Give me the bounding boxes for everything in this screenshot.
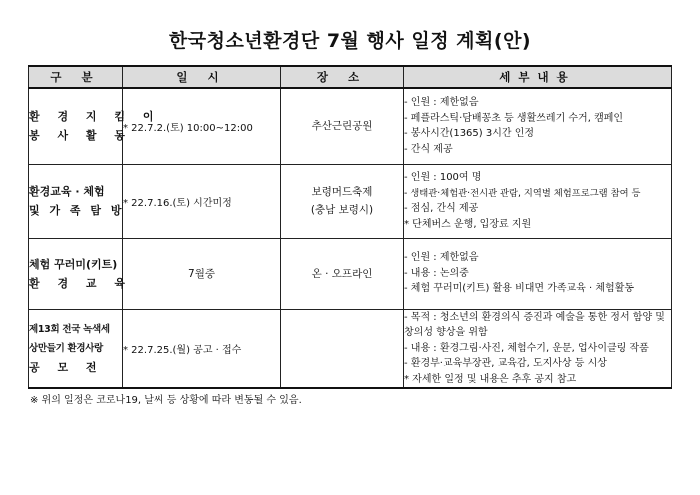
row-place (281, 309, 404, 388)
table-row (29, 88, 672, 164)
document-title: 한국청소년환경단 7월 행사 일정 계획(안) (168, 30, 532, 52)
row-details: - 목적 : 청소년의 환경의식 증진과 예술을 통한 정서 함양 및 창의성 향상을 위함 - 내용 : 환경그림·사진, 체험수기, 운문, 업사이클링 작품 - 환경부·교육부장관, 교육감, 도지사상 등 시상 * 자세한 일정 및 내용은 추후 공지 참고 (404, 309, 672, 388)
row-details: - 인원 : 제한없음 - 페플라스틱·담배꽁초 등 생활쓰레기 수거, 캠페인 - 봉사시간(1365) 3시간 인정 - 간식 제공 (404, 88, 672, 164)
table-row (29, 238, 672, 309)
row-place: 추산근린공원 (281, 88, 404, 164)
table-header-row (29, 66, 672, 88)
footnote: ※ 위의 일정은 코로나19, 날씨 등 상황에 따라 변동될 수 있음. (30, 395, 302, 406)
row-category: 제13회 전국 녹색세 상만들기 환경사랑 공 모 전 (29, 309, 123, 388)
row-category: 환 경 지 킴 이 봉 사 활 동 (29, 88, 123, 164)
row-details: - 인원 : 제한없음 - 내용 : 논의중 - 체험 꾸러미(키트) 활용 비대면 가족교육 · 체험활동 (404, 238, 672, 309)
row-details: - 인원 : 100여 명 - 생태관·체험관·전시관 관람, 지역별 체험프로그램 참여 등 - 점심, 간식 제공 * 단체버스 운행, 입장료 지원 (404, 164, 672, 238)
header-place: 장 소 (281, 66, 404, 88)
header-category: 구 분 (29, 66, 123, 88)
row-category: 체험 꾸러미(키트) 환 경 교 육 (29, 238, 123, 309)
table-row (29, 164, 672, 238)
row-place: 온 · 오프라인 (281, 238, 404, 309)
row-place: 보령머드축제 (충남 보령시) (281, 164, 404, 238)
header-date: 일 시 (123, 66, 281, 88)
row-date: * 22.7.25.(월) 공고 · 접수 (123, 309, 281, 388)
schedule-table (28, 65, 672, 389)
row-date: 7월중 (123, 238, 281, 309)
header-detail: 세부내용 (404, 66, 672, 88)
row-date: * 22.7.16.(토) 시간미정 (123, 164, 281, 238)
row-category: 환경교육 · 체험 및 가 족 탐 방 (29, 164, 123, 238)
table-row (29, 309, 672, 388)
row-date: * 22.7.2.(토) 10:00~12:00 (123, 88, 281, 164)
